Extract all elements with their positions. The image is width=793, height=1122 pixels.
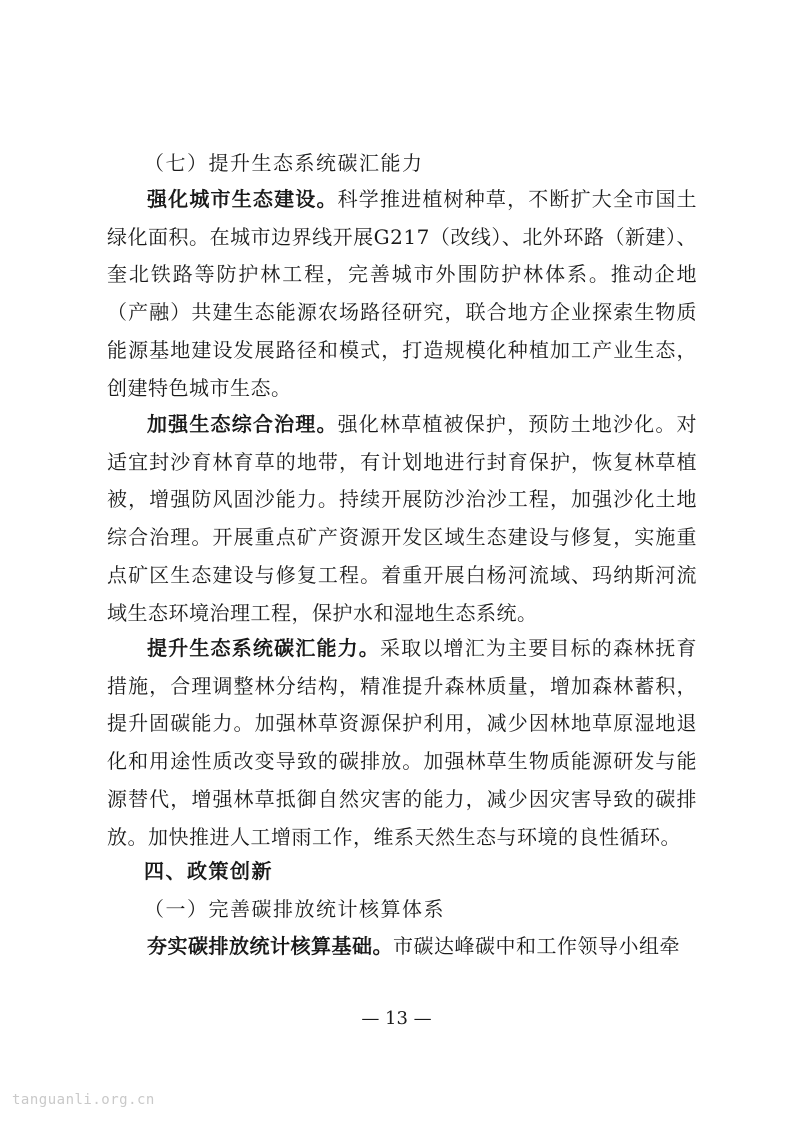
paragraph-carbon-sink	[107, 630, 697, 856]
paragraph-body: 科学推进植树种草，不断扩大全市国土绿化面积。在城市边界线开展G217（改线）、北外环路（新建）、奎北铁路等防护林工程，完善城市外围防护林体系。推动企地（产融）共建生态能源农场路径研究，联合地方企业探索生物质能源基地建设发展路径和模式，打造规模化种植加工产业生态，创建特色城市生态。	[107, 187, 698, 400]
paragraph-ecological-governance	[107, 406, 697, 632]
paragraph-lead: 强化城市生态建设。	[147, 187, 338, 211]
part-heading-policy-innovation: 四、政策创新	[144, 859, 273, 883]
paragraph-body: 市碳达峰碳中和工作领导小组牵	[393, 934, 680, 958]
paragraph-carbon-accounting	[107, 928, 697, 966]
subsection-heading-carbon-accounting: （一）完善碳排放统计核算体系	[144, 897, 445, 921]
paragraph-lead: 夯实碳排放统计核算基础。	[147, 934, 393, 958]
paragraph-urban-ecology	[107, 181, 697, 407]
page-number: — 13 —	[361, 1008, 432, 1029]
paragraph-body: 强化林草植被保护，预防土地沙化。对适宜封沙育林育草的地带，有计划地进行封育保护，恢复林草植被，增强防风固沙能力。持续开展防沙治沙工程，加强沙化土地综合治理。开展重点矿产资源开发区域生态建设与修复，实施重点矿区生态建设与修复工程。着重开展白杨河流域、玛纳斯河流域生态环境治理工程，保护水和湿地生态系统。	[107, 412, 698, 625]
paragraph-lead: 提升生态系统碳汇能力。	[147, 636, 380, 660]
section-heading-carbon-sink: （七）提升生态系统碳汇能力	[144, 151, 424, 175]
paragraph-body: 采取以增汇为主要目标的森林抚育措施，合理调整林分结构，精准提升森林质量，增加森林蓄积，提升固碳能力。加强林草资源保护利用，减少因林地草原湿地退化和用途性质改变导致的碳排放。加强林草生物质能源研发与能源替代，增强林草抵御自然灾害的能力，减少因灾害导致的碳排放。加快推进人工增雨工作，维系天然生态与环境的良性循环。	[107, 636, 698, 849]
watermark: tanguanli.org.cn	[12, 1092, 155, 1108]
paragraph-lead: 加强生态综合治理。	[147, 412, 338, 436]
